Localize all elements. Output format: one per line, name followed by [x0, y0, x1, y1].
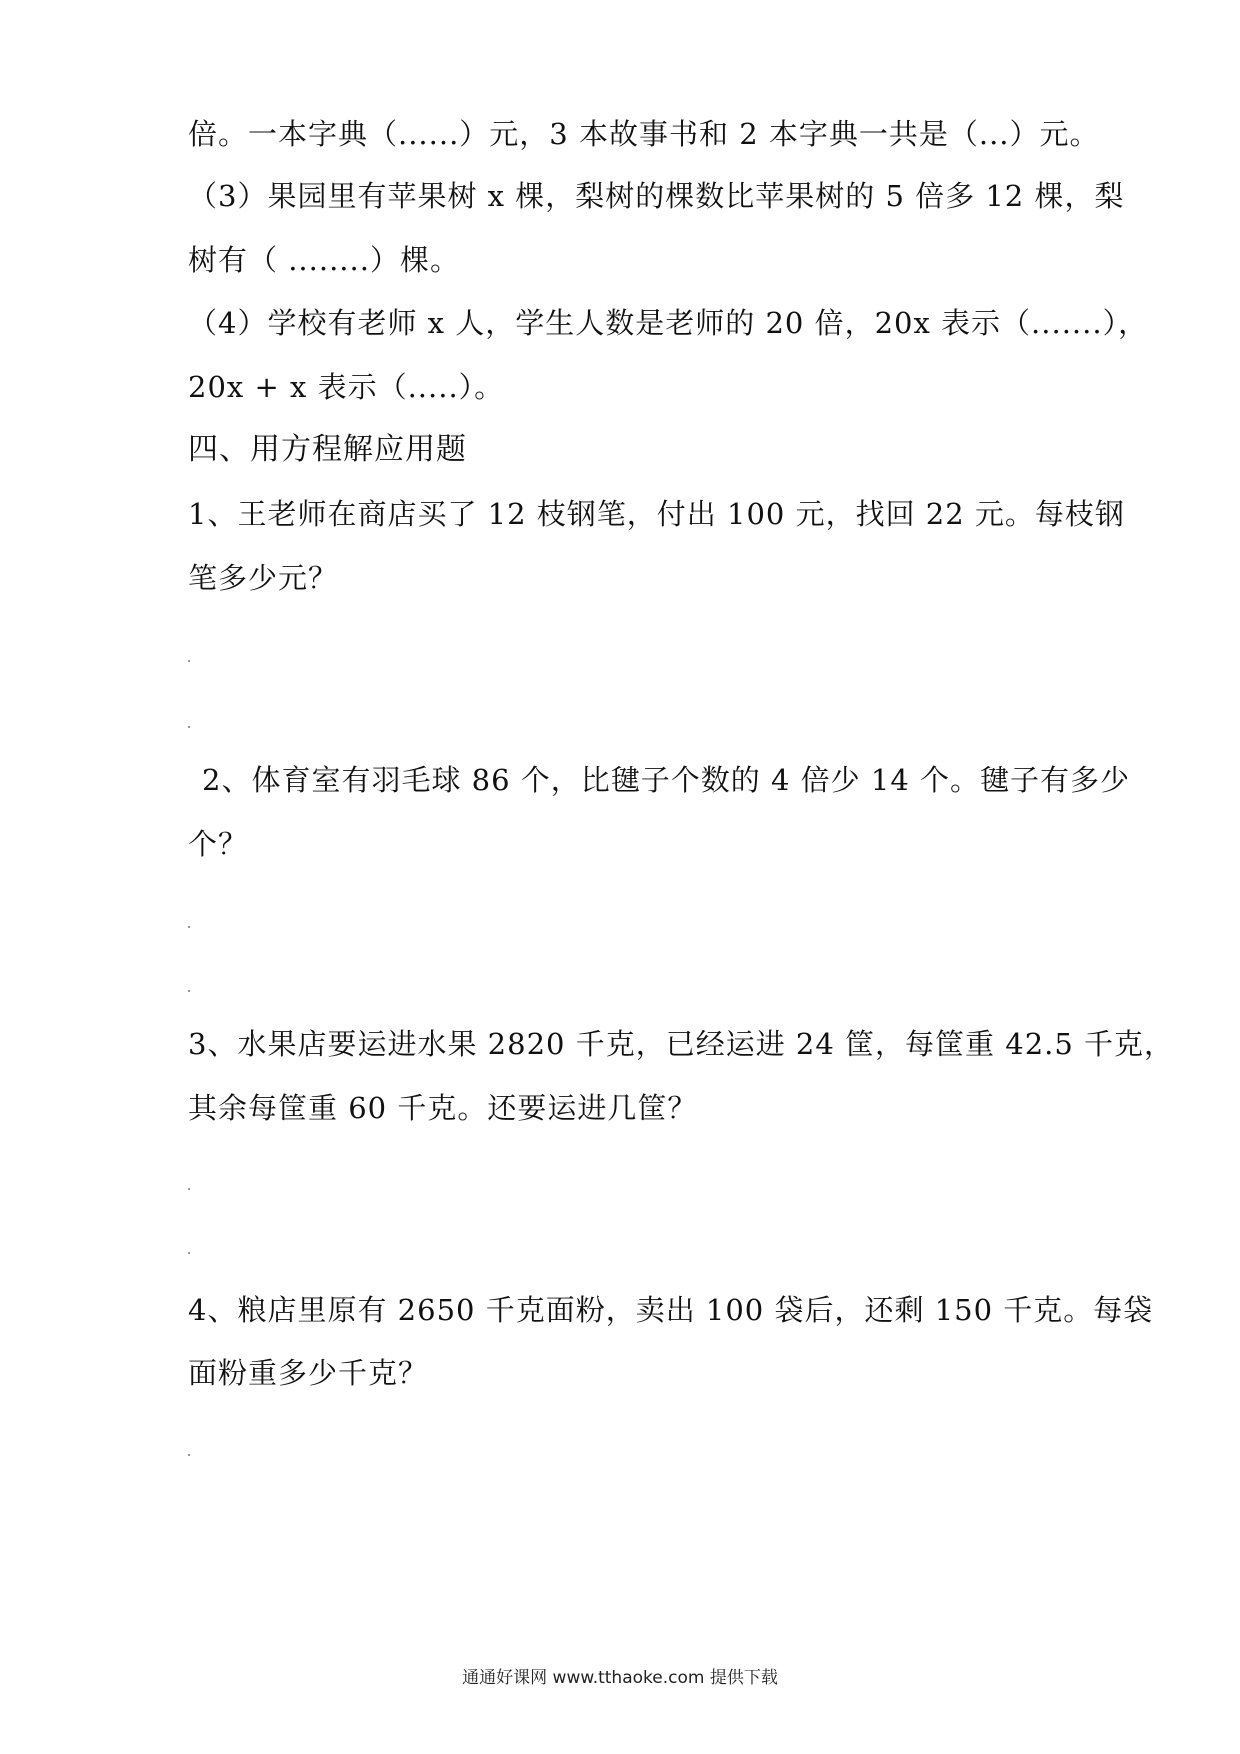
scan-speck: [188, 1252, 190, 1254]
fill-blank-question-3-line-2: 树有（ ........）棵。: [188, 243, 460, 277]
page-footer: 通通好课网 www.tthaoke.com 提供下载: [462, 1668, 778, 1688]
problem-1-line-2: 笔多少元？: [188, 561, 339, 595]
problem-2-line-1: 2、体育室有羽毛球 86 个，比毽子个数的 4 倍少 14 个。毽子有多少: [202, 763, 1131, 797]
problem-4-line-2: 面粉重多少千克？: [188, 1356, 429, 1390]
fill-blank-question-4-line-1: （4）学校有老师 x 人，学生人数是老师的 20 倍，20x 表示（.......），: [188, 306, 1149, 340]
fill-blank-question-3-line-1: （3）果园里有苹果树 x 棵，梨树的棵数比苹果树的 5 倍多 12 棵，梨: [188, 179, 1125, 213]
fill-blank-question-4-line-2: 20x + x 表示（.....）。: [188, 370, 505, 404]
scan-speck: [188, 990, 190, 992]
problem-2-line-2: 个？: [188, 827, 249, 861]
problem-1-line-1: 1、王老师在商店买了 12 枝钢笔，付出 100 元，找回 22 元。每枝钢: [188, 497, 1125, 531]
scan-speck: [188, 660, 190, 662]
fill-blank-line-1: 倍。一本字典（......）元，3 本故事书和 2 本字典一共是（...）元。: [188, 117, 1100, 151]
problem-3-line-2: 其余每筐重 60 千克。还要运进几筐？: [188, 1091, 698, 1125]
scan-speck: [188, 1188, 190, 1190]
scan-speck: [188, 726, 190, 728]
section-heading: 四、用方程解应用题: [188, 432, 467, 467]
problem-4-line-1: 4、粮店里原有 2650 千克面粉，卖出 100 袋后，还剩 150 千克。每袋: [188, 1293, 1154, 1327]
scan-speck: [188, 926, 190, 928]
scan-speck: [188, 1454, 190, 1456]
problem-3-line-1: 3、水果店要运进水果 2820 千克，已经运进 24 筐，每筐重 42.5 千克，: [188, 1027, 1175, 1061]
